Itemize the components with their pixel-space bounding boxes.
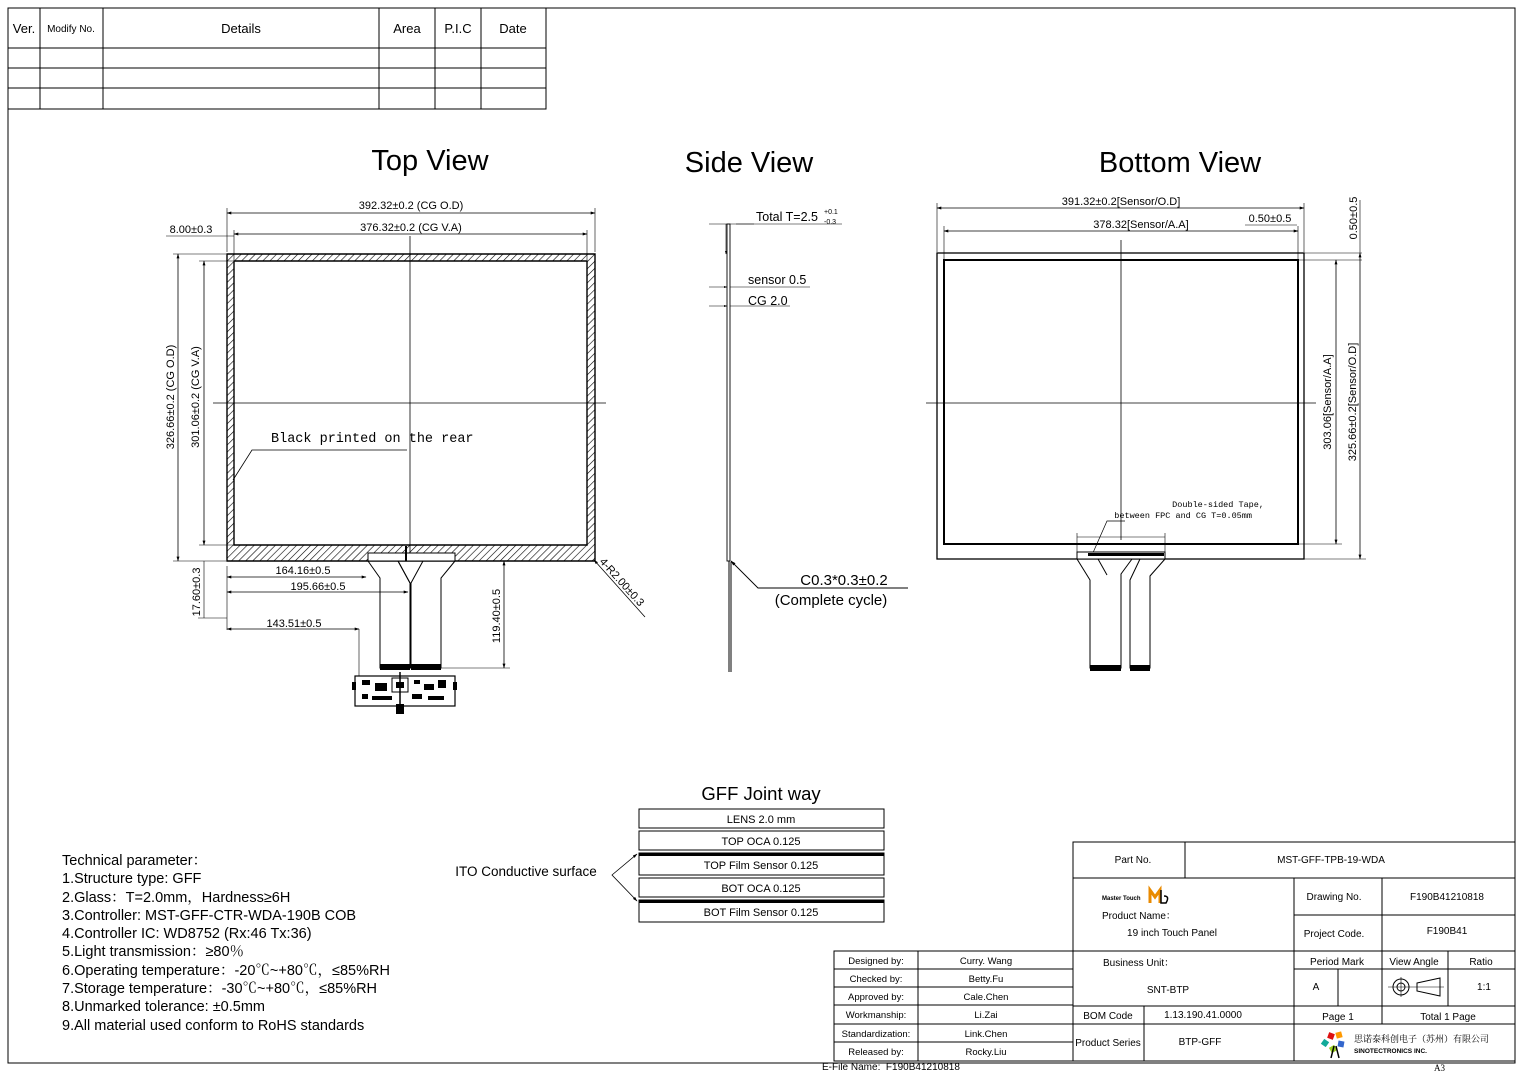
sig-name-standardization: Link.Chen <box>964 1029 1008 1040</box>
sig-name-checked: Betty.Fu <box>968 974 1004 985</box>
product-series-value: BTP-GFF <box>1178 1037 1222 1048</box>
tech-item: 2.Glass：T=2.0mm，Hardness≥6H <box>62 889 291 906</box>
title-block <box>1073 842 1515 1061</box>
total-tol-minus: -0.3 <box>824 219 837 226</box>
sig-role-checked: Checked by: <box>849 974 903 985</box>
part-no-value: MST-GFF-TPB-19-WDA <box>1277 855 1385 866</box>
dim-cg-od-width: 392.32±0.2 (CG O.D) <box>358 200 464 212</box>
sig-role-released: Released by: <box>848 1047 904 1058</box>
sig-name-approved: Cale.Chen <box>963 992 1009 1003</box>
tech-item: 6.Operating temperature：-20℃~+80℃，≤85%RH <box>62 962 390 979</box>
part-no-label: Part No. <box>1114 855 1152 866</box>
period-mark-label: Period Mark <box>1310 957 1364 968</box>
product-series-label: Product Series <box>1075 1038 1141 1049</box>
dim-offset: 8.00±0.3 <box>169 224 213 236</box>
bottom-view-drawing <box>926 196 1366 671</box>
side-view-title: Side View <box>684 147 814 179</box>
total-tol-plus: +0.1 <box>824 209 838 216</box>
company-name-en: SINOTECTRONICS INC. <box>1354 1048 1427 1055</box>
chamfer-note: (Complete cycle) <box>774 592 888 609</box>
brand-logo <box>1150 890 1168 903</box>
gff-layer-top-sensor: TOP Film Sensor 0.125 <box>703 860 819 872</box>
tech-title: Technical parameter： <box>62 853 208 869</box>
ratio-value: 1:1 <box>1477 982 1491 993</box>
gff-layer-top-oca: TOP OCA 0.125 <box>721 836 801 848</box>
sheet-size: A3 <box>1434 1063 1445 1073</box>
projection-symbol-icon <box>1388 977 1444 997</box>
chamfer-dim: C0.3*0.3±0.2 <box>800 572 888 589</box>
rev-header-area: Area <box>393 21 421 36</box>
tech-item: 1.Structure type: GFF <box>62 871 202 888</box>
drawing-no-label: Drawing No. <box>1306 892 1362 903</box>
dim-119: 119.40±0.5 <box>491 588 503 644</box>
dim-195: 195.66±0.5 <box>290 581 346 593</box>
dim-cg-va-height: 301.06±0.2 (CG V.A) <box>190 346 202 448</box>
rev-header-pic: P.I.C <box>444 21 472 36</box>
sig-role-approved: Approved by: <box>848 992 904 1003</box>
top-view-drawing <box>165 200 646 714</box>
signature-table <box>834 951 1073 1061</box>
business-unit-value: SNT-BTP <box>1146 985 1190 996</box>
cg-thickness: CG 2.0 <box>748 294 788 308</box>
tech-item: 4.Controller IC: WD8752 (Rx:46 Tx:36) <box>62 926 312 943</box>
dim-radius: 4-R2.00±0.3 <box>596 555 647 609</box>
tech-item: 8.Unmarked tolerance: ±0.5mm <box>62 999 265 1016</box>
revision-table <box>8 8 546 109</box>
dim-sensor-aa-height: 303.06[Sensor/A.A] <box>1322 354 1334 450</box>
rev-header-details: Details <box>221 21 261 36</box>
business-unit-label: Business Unit： <box>1103 958 1175 969</box>
tech-item: 5.Light transmission：≥80％ <box>62 944 245 961</box>
sensor-thickness: sensor 0.5 <box>748 273 807 287</box>
company-logo <box>1321 1031 1345 1058</box>
dim-cg-va-width: 376.32±0.2 (CG V.A) <box>360 222 462 234</box>
tech-item: 9.All material used conform to RoHS standards <box>62 1017 365 1034</box>
dim-050-v: 0.50±0.5 <box>1348 196 1360 240</box>
sig-name-released: Rocky.Liu <box>965 1047 1007 1058</box>
rev-header-modify: Modify No. <box>47 24 95 35</box>
bottom-view-title: Bottom View <box>1098 147 1262 179</box>
page-number: Page 1 <box>1322 1012 1354 1023</box>
dim-164: 164.16±0.5 <box>275 565 331 577</box>
efile-name <box>822 1062 960 1073</box>
dim-050-h: 0.50±0.5 <box>1248 213 1292 225</box>
gff-layer-lens: LENS 2.0 mm <box>726 814 796 826</box>
product-name-label: Product Name： <box>1102 911 1176 922</box>
tape-note-line2: between FPC and CG T=0.05mm <box>1114 511 1252 521</box>
dim-sensor-aa-width: 378.32[Sensor/A.A] <box>1093 219 1189 231</box>
side-view-drawing <box>709 209 908 672</box>
project-code-value: F190B41 <box>1426 926 1468 937</box>
ratio-label: Ratio <box>1469 957 1493 968</box>
sig-role-standardization: Standardization: <box>841 1029 911 1040</box>
dim-sensor-od-height: 325.66±0.2[Sensor/O.D] <box>1347 342 1359 462</box>
sig-role-designed: Designed by: <box>848 956 904 967</box>
efile-value: F190B41210818 <box>885 1062 960 1073</box>
sig-role-workmanship: Workmanship: <box>845 1010 907 1021</box>
gff-layer-bot-sensor: BOT Film Sensor 0.125 <box>703 907 819 919</box>
gff-joint-stack <box>455 783 884 922</box>
gff-layer-bot-oca: BOT OCA 0.125 <box>721 883 801 895</box>
brand-name: Master Touch <box>1102 896 1141 902</box>
sig-name-designed: Curry. Wang <box>959 956 1013 967</box>
product-name-value: 19 inch Touch Panel <box>1127 928 1217 939</box>
rev-header-ver: Ver. <box>12 21 36 36</box>
gff-title: GFF Joint way <box>701 783 821 804</box>
dim-17: 17.60±0.3 <box>191 567 203 617</box>
tape-note-line1: Double-sided Tape, <box>1172 500 1264 510</box>
rev-header-date: Date <box>499 21 527 36</box>
efile-label: E-File Name: <box>822 1062 881 1073</box>
drawing-no-value: F190B41210818 <box>1410 892 1484 903</box>
view-angle-label: View Angle <box>1389 957 1439 968</box>
period-mark-value: A <box>1312 982 1320 993</box>
tech-item: 7.Storage temperature：-30℃~+80℃，≤85%RH <box>62 981 378 998</box>
dim-sensor-od-width: 391.32±0.2[Sensor/O.D] <box>1061 196 1181 208</box>
tech-item: 3.Controller: MST-GFF-CTR-WDA-190B COB <box>62 907 357 924</box>
sig-name-workmanship: Li.Zai <box>974 1010 998 1021</box>
dim-cg-od-height: 326.66±0.2 (CG O.D) <box>165 344 177 450</box>
total-thickness: Total T=2.5 <box>756 210 818 224</box>
total-pages: Total 1 Page <box>1420 1012 1476 1023</box>
controller-board <box>352 672 457 714</box>
bom-code-value: 1.13.190.41.0000 <box>1164 1010 1242 1021</box>
note-black-printed: Black printed on the rear <box>271 432 474 447</box>
technical-parameters <box>62 852 390 1035</box>
bom-code-label: BOM Code <box>1083 1011 1133 1022</box>
dim-143: 143.51±0.5 <box>266 618 322 630</box>
ito-label: ITO Conductive surface <box>455 864 597 879</box>
project-code-label: Project Code. <box>1303 929 1365 940</box>
company-name-cn: 思诺泰科创电子（苏州）有限公司 <box>1354 1034 1490 1044</box>
top-view-title: Top View <box>371 145 489 177</box>
